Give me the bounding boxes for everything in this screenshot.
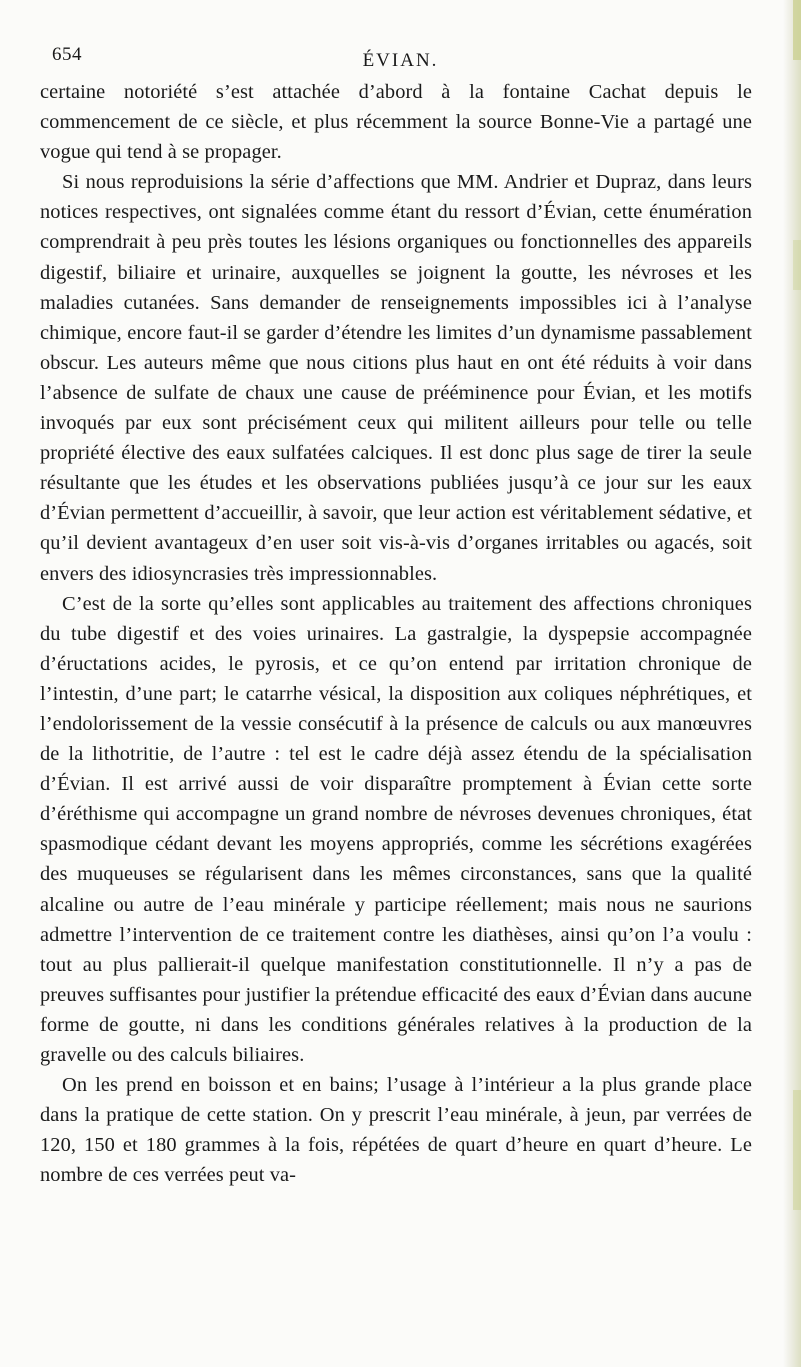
body-text <box>40 77 752 1190</box>
page-edge-mark <box>793 240 801 290</box>
paragraph-1: certaine notoriété s’est attachée d’abord à la fontaine Cachat depuis le commencement de ce siècle, et plus récemment la source Bonne-Vie a partagé une vogue qui tend à se propager. <box>40 81 752 164</box>
paragraph-4: On les prend en boisson et en bains; l’usage à l’intérieur a la plus grande place dans la pratique de cette station. On y prescrit l’eau minérale, à jeun, par verrées de 120, 150 et 180 grammes à la fois, répétées de quart d’heure en quart d’heure. Le nombre de ces verrées peut va- <box>40 1074 752 1187</box>
paragraph-3: C’est de la sorte qu’elles sont applicables au traitement des affections chroniques du tube digestif et des voies urinaires. La gastralgie, la dyspepsie accompagnée d’éructations acides, le pyrosis, et ce qu’on entend par irritation chronique de l’intestin, d’une part; le catarrhe vésical, la disposition aux coliques néphrétiques, et l’endolorissement de la vessie consécutif à la présence de calculs ou aux manœuvres de la lithotritie, de l’autre : tel est le cadre déjà assez étendu de la spécialisation d’Évian. Il est arrivé aussi de voir disparaître promptement à Évian cette sorte d’éréthisme qui accompagne un grand nombre de névroses devenues chroniques, état spasmodique cédant devant les moyens appropriés, comme les sécrétions exagérées des muqueuses se régularisent dans les mêmes circonstances, sans que la qualité alcaline ou autre de l’eau minérale y participe réellement; mais nous ne saurions admettre l’intervention de ce traitement contre les diathèses, ainsi qu’on l’a voulu : tout au plus pallierait-il quelque manifestation constitutionnelle. Il n’y a pas de preuves suffisantes pour justifier la prétendue efficacité des eaux d’Évian dans aucune forme de goutte, ni dans les conditions générales relatives à la production de la gravelle ou des calculs biliaires. <box>40 592 752 1066</box>
paragraph-2: Si nous reproduisions la série d’affections que MM. Andrier et Dupraz, dans leurs notices respectives, ont signalées comme étant du ressort d’Évian, cette énumération comprendrait à peu près toutes les lésions organiques ou fonctionnelles des appareils digestif, biliaire et urinaire, auxquelles se joignent la goutte, les névroses et les maladies cutanées. Sans demander de renseignements impossibles ici à l’analyse chimique, encore faut-il se garder d’étendre les limites d’un dynamisme passablement obscur. Les auteurs même que nous citions plus haut en ont été réduits à voir dans l’absence de sulfate de chaux une cause de prééminence pour Évian, et les motifs invoqués par eux sont précisément ceux qui militent ailleurs pour telle ou telle propriété élective des eaux sulfatées calciques. Il est donc plus sage de tirer la seule résultante que les études et les observations publiées jusqu’à ce jour sur les eaux d’Évian permettent d’accueillir, à savoir, que leur action est véritablement sédative, et qu’il devient avantageux d’en user soit vis-à-vis d’organes irritables ou agacés, soit envers des idiosyncrasies très impressionnables. <box>40 171 752 585</box>
page-number: 654 <box>52 44 82 65</box>
page-edge-mark <box>793 1090 801 1210</box>
running-title: ÉVIAN. <box>362 50 439 71</box>
page-edge-mark <box>793 0 801 60</box>
